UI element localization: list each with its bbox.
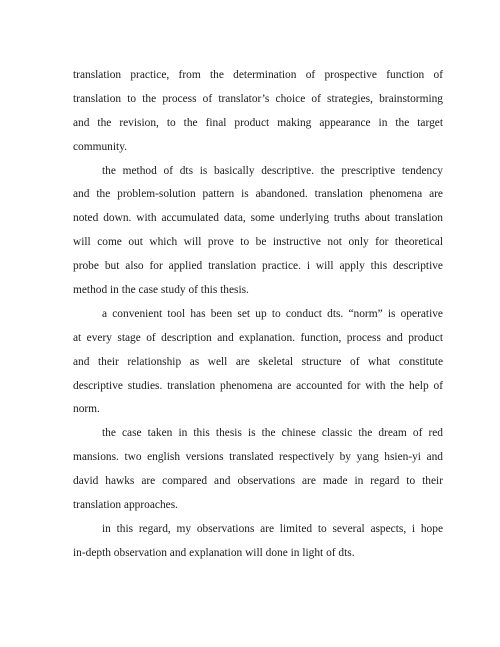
text-line: community. <box>73 140 127 153</box>
text-line: the method of dts is basically descriptive. the prescriptive tendency <box>102 164 443 177</box>
text-line: and the revision, to the final product making appearance in the target <box>73 116 443 129</box>
paragraph-5 <box>73 518 443 566</box>
text-line: norm. <box>73 403 100 416</box>
text-line: in this regard, my observations are limited to several aspects, i hope <box>102 522 443 535</box>
text-line: translation approaches. <box>73 499 179 512</box>
text-line: and their relationship as well are skeletal structure of what constitute <box>73 355 443 368</box>
paragraph-4 <box>73 422 443 518</box>
text-line: david hawks are compared and observations are made in regard to their <box>73 475 443 488</box>
text-line: noted down. with accumulated data, some underlying truths about translation <box>73 212 443 225</box>
text-line: at every stage of description and explanation. function, process and product <box>73 331 443 344</box>
text-line: the case taken in this thesis is the chinese classic the dream of red <box>102 427 443 440</box>
paragraph-3 <box>73 303 443 422</box>
text-line: and the problem-solution pattern is abandoned. translation phenomena are <box>73 188 443 201</box>
text-line: mansions. two english versions translated respectively by yang hsien-yi and <box>73 451 443 464</box>
text-line: translation to the process of translator’s choice of strategies, brainstorming <box>73 92 443 105</box>
text-line: method in the case study of this thesis. <box>73 284 249 297</box>
text-line: probe but also for applied translation practice. i will apply this descriptive <box>73 260 443 273</box>
document-body <box>73 64 443 566</box>
text-line: translation practice, from the determination of prospective function of <box>73 69 443 81</box>
text-line: a convenient tool has been set up to conduct dts. “norm” is operative <box>102 307 443 320</box>
text-line: in-depth observation and explanation will done in light of dts. <box>73 546 355 559</box>
text-line: descriptive studies. translation phenomena are accounted for with the help of <box>73 379 443 392</box>
paragraph-1 <box>73 64 443 160</box>
paragraph-2 <box>73 160 443 303</box>
text-line: will come out which will prove to be instructive not only for theoretical <box>73 236 443 249</box>
